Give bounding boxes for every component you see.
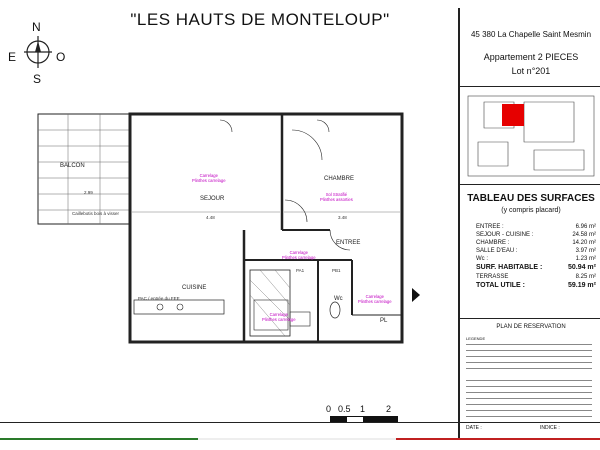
divider — [460, 318, 600, 319]
room-sejour: SEJOUR — [200, 196, 225, 202]
footer-date: DATE : — [466, 425, 482, 431]
compass — [8, 18, 68, 88]
surfaces-title: TABLEAU DES SURFACES — [467, 193, 595, 204]
finish-entree: Carrelage Plinthes carrelage — [282, 250, 316, 261]
lot-highlight — [502, 104, 524, 126]
dim-sejour: 4.48 — [206, 215, 215, 220]
reservation-title: PLAN DE RESERVATION — [496, 324, 566, 330]
room-cuisine: CUISINE — [182, 285, 207, 291]
compass-west: O — [56, 50, 66, 64]
floor-plan — [30, 100, 430, 350]
divider — [460, 184, 600, 185]
room-balcon: BALCON — [60, 163, 85, 169]
surface-habitable: SURF. HABITABLE : 50.94 m² — [476, 264, 596, 271]
footer-indice: INDICE : — [540, 425, 560, 431]
finish-sejour: Carrelage Plinthes carrelage — [192, 173, 226, 184]
note-balcon: Caillebotis bois à visser — [72, 211, 120, 216]
dim-pa: PA1 — [296, 268, 305, 273]
dim-pb: PB1 — [332, 268, 341, 273]
surface-row: Wc : 1.23 m² — [476, 256, 596, 262]
legend-title: LEGENDE — [466, 336, 486, 341]
apartment-type: Appartement 2 PIECES — [483, 52, 579, 62]
room-pl: PL — [380, 318, 388, 324]
surfaces-subtitle: (y compris placard) — [501, 207, 561, 214]
room-wc: Wc — [334, 296, 343, 302]
surface-terrasse: TERRASSE 8.25 m² — [476, 274, 596, 280]
dim-balcon: 2.99 — [84, 190, 93, 195]
compass-south: S — [33, 72, 42, 86]
finish-sdb: Carrelage Plinthes carrelage — [262, 312, 296, 323]
surface-row: SEJOUR - CUISINE : 24.58 m² — [476, 232, 596, 238]
scale-label-05: 0.5 — [338, 404, 351, 414]
divider — [460, 86, 600, 87]
room-entree: ENTREE — [336, 240, 361, 246]
scale-label-2: 2 — [386, 404, 392, 414]
finish-wc: Carrelage Plinthes carrelage — [358, 294, 392, 305]
compass-rose-icon — [20, 34, 56, 70]
surface-row: SALLE D'EAU : 3.97 m² — [476, 248, 596, 254]
surface-row: ENTREE : 6.96 m² — [476, 224, 596, 230]
surface-total: TOTAL UTILE : 59.19 m² — [476, 282, 596, 289]
room-chambre: CHAMBRE — [324, 176, 355, 182]
dim-chambre: 3.48 — [338, 215, 347, 220]
compass-east: E — [8, 50, 17, 64]
address: 45 380 La Chapelle Saint Mesmin — [470, 30, 592, 39]
scale-label-0: 0 — [326, 404, 332, 414]
footer-line — [0, 422, 600, 423]
compass-north: N — [32, 20, 41, 34]
page-title: "LES HAUTS DE MONTELOUP" — [130, 10, 390, 29]
note-evier: PAC / entrée du FEE — [138, 296, 180, 301]
location-plan — [464, 92, 598, 180]
scale-label-1: 1 — [360, 404, 366, 414]
footer-stripe — [0, 438, 600, 440]
surface-row: CHAMBRE : 14.20 m² — [476, 240, 596, 246]
finish-chambre: Sol Stratifié Plinthes assorties — [320, 192, 353, 203]
lot-number: Lot n°201 — [511, 66, 551, 76]
